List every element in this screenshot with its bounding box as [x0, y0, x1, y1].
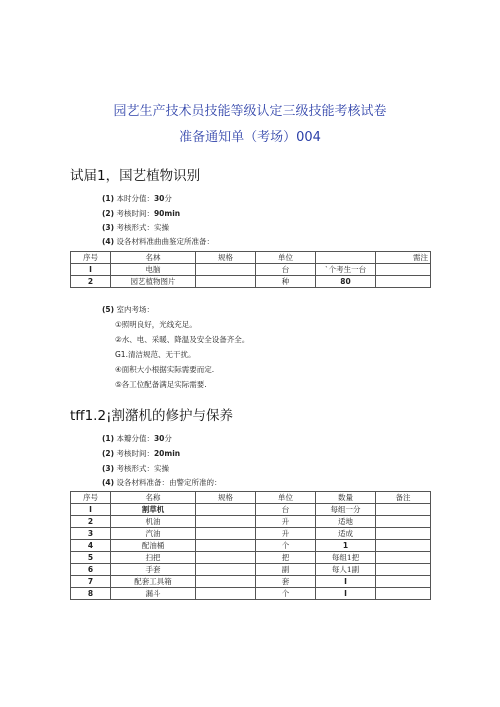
table-row: I 电脑 台 `个考生一台 [71, 264, 431, 276]
table-row: 4 配油桶 个 1 [71, 540, 431, 552]
table-row: 8 漏斗 个 I [71, 588, 431, 600]
room-heading: (5) 室内考场： [102, 305, 154, 314]
section2-equipment-table [70, 491, 431, 600]
header-cell: 序号 [71, 492, 111, 504]
table-row: I 割草机 台 每组一分 [71, 504, 431, 516]
section2-item-4: (4) 设各材料准备：由警定所准的： [102, 478, 222, 487]
section1-item-1: (1) 本时分值：30分 [102, 194, 172, 203]
table-row: 2 园艺植物图片 种 80 [71, 276, 431, 288]
header-cell: 单位 [256, 492, 316, 504]
section1-heading: 试届1，国艺植物识别 [70, 168, 201, 184]
section1-item-2: (2) 考核时间：90min [102, 209, 181, 218]
section2-item-1: (1) 本瓣分值：30分 [102, 434, 172, 443]
section1-item-4: (4) 设各材料准曲曲鉴定所准备： [102, 237, 214, 246]
table-header-row [71, 252, 431, 264]
section1-item-3: (3) 考核形式：实操 [102, 223, 169, 232]
header-cell: 需注 [376, 252, 431, 264]
section2-item-3: (3) 考核形式：实操 [102, 464, 169, 473]
page-subtitle: 准备通知单（考场）004 [179, 130, 321, 145]
room-line-2: ②水、电、采暖、降温及安全设备齐全。 [115, 335, 250, 344]
header-cell: 单位 [256, 252, 316, 264]
table-row: 7 配套工具箱 套 I [71, 576, 431, 588]
room-line-1: ①照明良好，光线充足。 [115, 320, 197, 329]
header-cell: 序号 [71, 252, 111, 264]
room-line-5: ⑤各工位配备满足实际需要. [115, 380, 207, 389]
header-cell: 规格 [196, 252, 256, 264]
table-header-row [71, 492, 431, 504]
header-cell [316, 252, 376, 264]
header-cell: 数量 [316, 492, 376, 504]
room-line-3: G1.清洁规范、无干扰。 [115, 350, 196, 359]
table-row: 2 机油 升 适地 [71, 516, 431, 528]
page-title: 园艺生产技术员技能等级认定三级技能考核试卷 [113, 104, 387, 119]
table-row: 6 手套 副 每人1副 [71, 564, 431, 576]
header-cell: 备注 [376, 492, 431, 504]
section2-heading: tff1.2¡割潴机的修护与保养 [70, 408, 233, 424]
section1-equipment-table [70, 251, 431, 288]
table-row: 5 扫把 把 每组1把 [71, 552, 431, 564]
header-cell: 名林 [111, 252, 196, 264]
section2-item-2: (2) 考核时间：20min [102, 449, 181, 458]
header-cell: 规格 [196, 492, 256, 504]
table-row: 3 汽油 升 适成 [71, 528, 431, 540]
room-line-4: ④面积大小根据实际需要而定. [115, 365, 215, 374]
header-cell: 名称 [111, 492, 196, 504]
